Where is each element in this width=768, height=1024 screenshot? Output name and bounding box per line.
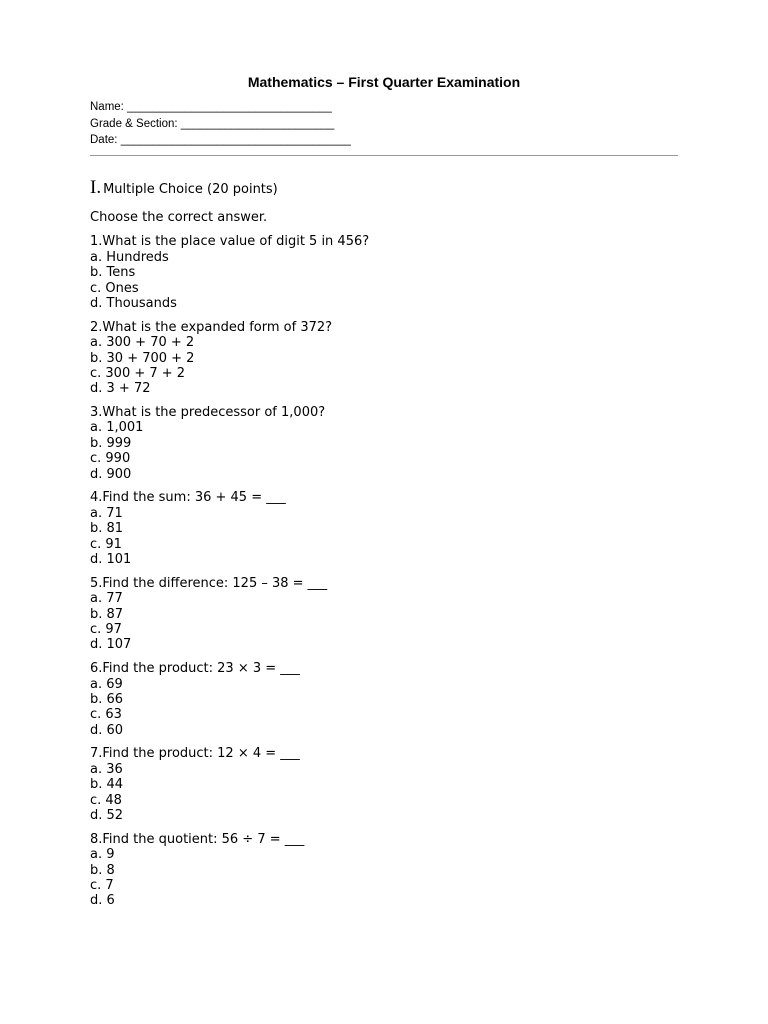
question-text: 5.Find the difference: 125 – 38 = ___ <box>90 575 328 591</box>
question-5 <box>90 576 690 653</box>
answer-choice: c. 7 <box>90 877 114 893</box>
answer-choice: d. 900 <box>90 466 132 482</box>
question-text: 2.What is the expanded form of 372? <box>90 319 333 335</box>
answer-choice: a. 36 <box>90 761 123 777</box>
answer-choice: c. Ones <box>90 280 139 296</box>
question-1 <box>90 234 690 311</box>
question-7 <box>90 746 690 823</box>
answer-choice: c. 300 + 7 + 2 <box>90 365 186 381</box>
question-text: 7.Find the product: 12 × 4 = ___ <box>90 746 300 762</box>
answer-choice: a. 1,001 <box>90 420 144 436</box>
section-numeral: I. <box>90 177 102 198</box>
answer-choice: a. Hundreds <box>90 249 169 265</box>
page-title: Mathematics – First Quarter Examination <box>247 74 521 90</box>
answer-choice: b. 81 <box>90 521 124 537</box>
answer-choice: c. 97 <box>90 621 122 637</box>
answer-choice: d. 107 <box>90 637 132 653</box>
grade-section-field <box>90 116 351 133</box>
grade-section-blank: ________________________ <box>180 117 335 130</box>
question-3 <box>90 405 690 482</box>
date-field <box>90 132 351 149</box>
horizontal-divider <box>90 155 678 156</box>
question-6 <box>90 661 690 738</box>
answer-choice: a. 300 + 70 + 2 <box>90 335 195 351</box>
answer-choice: c. 48 <box>90 792 122 808</box>
answer-choice: b. Tens <box>90 265 136 281</box>
answer-choice: b. 30 + 700 + 2 <box>90 350 195 366</box>
name-blank: ________________________________ <box>127 101 332 113</box>
instruction-text: Choose the correct answer. <box>90 210 268 225</box>
answer-choice: d. Thousands <box>90 295 177 311</box>
question-8 <box>90 832 690 909</box>
answer-choice: c. 990 <box>90 451 131 467</box>
answer-choice: d. 6 <box>90 893 115 909</box>
question-text: 6.Find the product: 23 × 3 = ___ <box>90 661 300 677</box>
answer-choice: b. 87 <box>90 606 124 622</box>
section-heading <box>90 177 690 202</box>
answer-choice: c. 63 <box>90 707 122 723</box>
question-4 <box>90 490 690 567</box>
answer-choice: a. 77 <box>90 591 123 607</box>
question-2 <box>90 320 690 397</box>
name-field <box>90 99 351 116</box>
question-text: 8.Find the quotient: 56 ÷ 7 = ___ <box>90 831 305 847</box>
answer-choice: d. 60 <box>90 722 124 738</box>
section-title: Multiple Choice (20 points) <box>103 182 278 197</box>
answer-choice: c. 91 <box>90 536 122 552</box>
answer-choice: a. 69 <box>90 676 123 692</box>
name-label: Name: <box>90 101 128 113</box>
answer-choice: b. 999 <box>90 435 132 451</box>
answer-choice: a. 71 <box>90 505 123 521</box>
answer-choice: b. 8 <box>90 862 115 878</box>
date-label: Date: <box>90 134 121 146</box>
answer-choice: d. 3 + 72 <box>90 381 151 397</box>
answer-choice: d. 52 <box>90 808 124 824</box>
answer-choice: a. 9 <box>90 847 115 863</box>
question-text: 3.What is the predecessor of 1,000? <box>90 405 326 421</box>
exam-content <box>90 177 690 909</box>
grade-section-label: Grade & Section: <box>90 117 181 130</box>
student-info-fields <box>90 99 351 149</box>
date-blank: ____________________________________ <box>120 134 351 146</box>
question-list <box>90 234 690 908</box>
question-text: 1.What is the place value of digit 5 in 456? <box>90 234 370 250</box>
question-text: 4.Find the sum: 36 + 45 = ___ <box>90 490 286 506</box>
answer-choice: b. 44 <box>90 777 124 793</box>
answer-choice: d. 101 <box>90 551 132 567</box>
answer-choice: b. 66 <box>90 691 124 707</box>
